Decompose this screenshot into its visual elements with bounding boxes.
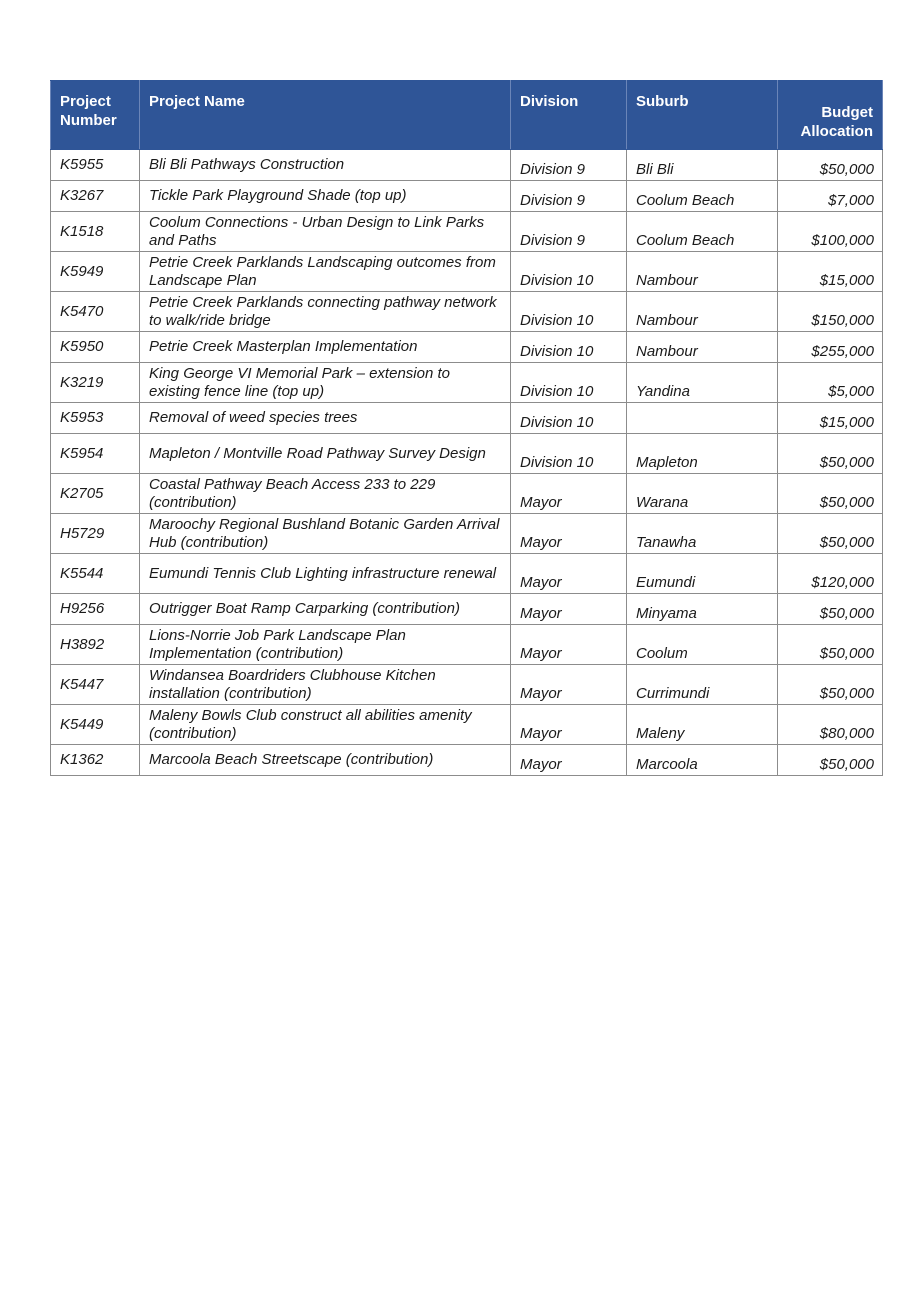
cell-suburb: Maleny bbox=[627, 705, 778, 745]
table-row bbox=[51, 252, 883, 292]
cell-budget: $150,000 bbox=[778, 292, 883, 332]
table-row bbox=[51, 745, 883, 776]
cell-division: Division 10 bbox=[511, 434, 627, 474]
cell-division: Division 10 bbox=[511, 292, 627, 332]
table-row bbox=[51, 403, 883, 434]
cell-project-name: Eumundi Tennis Club Lighting infrastructure renewal bbox=[140, 554, 511, 594]
cell-division: Division 10 bbox=[511, 363, 627, 403]
cell-suburb: Nambour bbox=[627, 252, 778, 292]
cell-suburb: Tanawha bbox=[627, 514, 778, 554]
cell-project-name: Petrie Creek Masterplan Implementation bbox=[140, 332, 511, 363]
cell-project-name: Maleny Bowls Club construct all abilities amenity (contribution) bbox=[140, 705, 511, 745]
cell-division: Division 9 bbox=[511, 212, 627, 252]
cell-division: Mayor bbox=[511, 665, 627, 705]
table-row bbox=[51, 434, 883, 474]
cell-division: Division 10 bbox=[511, 332, 627, 363]
cell-project-number: K5954 bbox=[51, 434, 140, 474]
cell-project-name: Maroochy Regional Bushland Botanic Garden Arrival Hub (contribution) bbox=[140, 514, 511, 554]
table-row bbox=[51, 514, 883, 554]
cell-budget: $50,000 bbox=[778, 665, 883, 705]
cell-budget: $50,000 bbox=[778, 594, 883, 625]
cell-division: Mayor bbox=[511, 554, 627, 594]
cell-budget: $50,000 bbox=[778, 434, 883, 474]
header-project-name: Project Name bbox=[140, 81, 511, 150]
cell-budget: $5,000 bbox=[778, 363, 883, 403]
cell-project-name: Petrie Creek Parklands connecting pathway network to walk/ride bridge bbox=[140, 292, 511, 332]
cell-suburb: Marcoola bbox=[627, 745, 778, 776]
cell-division: Mayor bbox=[511, 625, 627, 665]
cell-project-name: Mapleton / Montville Road Pathway Survey Design bbox=[140, 434, 511, 474]
cell-project-number: H9256 bbox=[51, 594, 140, 625]
cell-project-name: Coastal Pathway Beach Access 233 to 229 (contribution) bbox=[140, 474, 511, 514]
table-row bbox=[51, 212, 883, 252]
cell-project-number: K5949 bbox=[51, 252, 140, 292]
table-row bbox=[51, 554, 883, 594]
table-row bbox=[51, 625, 883, 665]
cell-budget: $15,000 bbox=[778, 252, 883, 292]
cell-project-number: K3267 bbox=[51, 181, 140, 212]
cell-budget: $50,000 bbox=[778, 150, 883, 181]
cell-suburb: Warana bbox=[627, 474, 778, 514]
cell-division: Mayor bbox=[511, 594, 627, 625]
cell-suburb: Minyama bbox=[627, 594, 778, 625]
cell-project-name: Lions-Norrie Job Park Landscape Plan Implementation (contribution) bbox=[140, 625, 511, 665]
cell-budget: $15,000 bbox=[778, 403, 883, 434]
cell-project-number: K1518 bbox=[51, 212, 140, 252]
cell-budget: $50,000 bbox=[778, 514, 883, 554]
cell-division: Mayor bbox=[511, 745, 627, 776]
cell-budget: $50,000 bbox=[778, 625, 883, 665]
cell-project-number: K5955 bbox=[51, 150, 140, 181]
cell-suburb: Bli Bli bbox=[627, 150, 778, 181]
cell-project-number: K5544 bbox=[51, 554, 140, 594]
cell-suburb bbox=[627, 403, 778, 434]
header-division: Division bbox=[511, 81, 627, 150]
cell-suburb: Nambour bbox=[627, 292, 778, 332]
header-project-number: Project Number bbox=[51, 81, 140, 150]
cell-suburb: Coolum Beach bbox=[627, 181, 778, 212]
cell-division: Division 10 bbox=[511, 252, 627, 292]
cell-project-name: Marcoola Beach Streetscape (contribution) bbox=[140, 745, 511, 776]
cell-project-number: K5447 bbox=[51, 665, 140, 705]
header-suburb: Suburb bbox=[627, 81, 778, 150]
table-row bbox=[51, 474, 883, 514]
cell-project-number: K3219 bbox=[51, 363, 140, 403]
cell-suburb: Yandina bbox=[627, 363, 778, 403]
cell-project-name: Removal of weed species trees bbox=[140, 403, 511, 434]
cell-project-number: K5470 bbox=[51, 292, 140, 332]
cell-project-name: Petrie Creek Parklands Landscaping outcomes from Landscape Plan bbox=[140, 252, 511, 292]
cell-division: Division 10 bbox=[511, 403, 627, 434]
cell-suburb: Coolum bbox=[627, 625, 778, 665]
cell-division: Mayor bbox=[511, 705, 627, 745]
cell-project-name: Coolum Connections - Urban Design to Link Parks and Paths bbox=[140, 212, 511, 252]
cell-budget: $120,000 bbox=[778, 554, 883, 594]
table-row bbox=[51, 150, 883, 181]
cell-division: Mayor bbox=[511, 514, 627, 554]
cell-budget: $255,000 bbox=[778, 332, 883, 363]
cell-project-name: Outrigger Boat Ramp Carparking (contribution) bbox=[140, 594, 511, 625]
cell-project-number: H5729 bbox=[51, 514, 140, 554]
cell-division: Division 9 bbox=[511, 150, 627, 181]
cell-suburb: Nambour bbox=[627, 332, 778, 363]
table-row bbox=[51, 665, 883, 705]
cell-suburb: Coolum Beach bbox=[627, 212, 778, 252]
cell-project-number: K2705 bbox=[51, 474, 140, 514]
cell-budget: $7,000 bbox=[778, 181, 883, 212]
table-header-row bbox=[51, 81, 883, 150]
table-row bbox=[51, 705, 883, 745]
cell-suburb: Mapleton bbox=[627, 434, 778, 474]
table-row bbox=[51, 594, 883, 625]
header-budget-allocation: Budget Allocation bbox=[778, 81, 883, 150]
projects-table bbox=[50, 80, 883, 776]
table-row bbox=[51, 181, 883, 212]
cell-division: Division 9 bbox=[511, 181, 627, 212]
cell-budget: $80,000 bbox=[778, 705, 883, 745]
cell-project-number: K5449 bbox=[51, 705, 140, 745]
cell-budget: $50,000 bbox=[778, 474, 883, 514]
cell-project-name: King George VI Memorial Park – extension to existing fence line (top up) bbox=[140, 363, 511, 403]
cell-suburb: Currimundi bbox=[627, 665, 778, 705]
cell-project-number: K5953 bbox=[51, 403, 140, 434]
cell-project-name: Tickle Park Playground Shade (top up) bbox=[140, 181, 511, 212]
cell-budget: $100,000 bbox=[778, 212, 883, 252]
cell-project-name: Bli Bli Pathways Construction bbox=[140, 150, 511, 181]
cell-suburb: Eumundi bbox=[627, 554, 778, 594]
table-row bbox=[51, 363, 883, 403]
cell-budget: $50,000 bbox=[778, 745, 883, 776]
cell-division: Mayor bbox=[511, 474, 627, 514]
table-row bbox=[51, 292, 883, 332]
cell-project-number: K5950 bbox=[51, 332, 140, 363]
cell-project-number: H3892 bbox=[51, 625, 140, 665]
cell-project-number: K1362 bbox=[51, 745, 140, 776]
cell-project-name: Windansea Boardriders Clubhouse Kitchen installation (contribution) bbox=[140, 665, 511, 705]
table-row bbox=[51, 332, 883, 363]
